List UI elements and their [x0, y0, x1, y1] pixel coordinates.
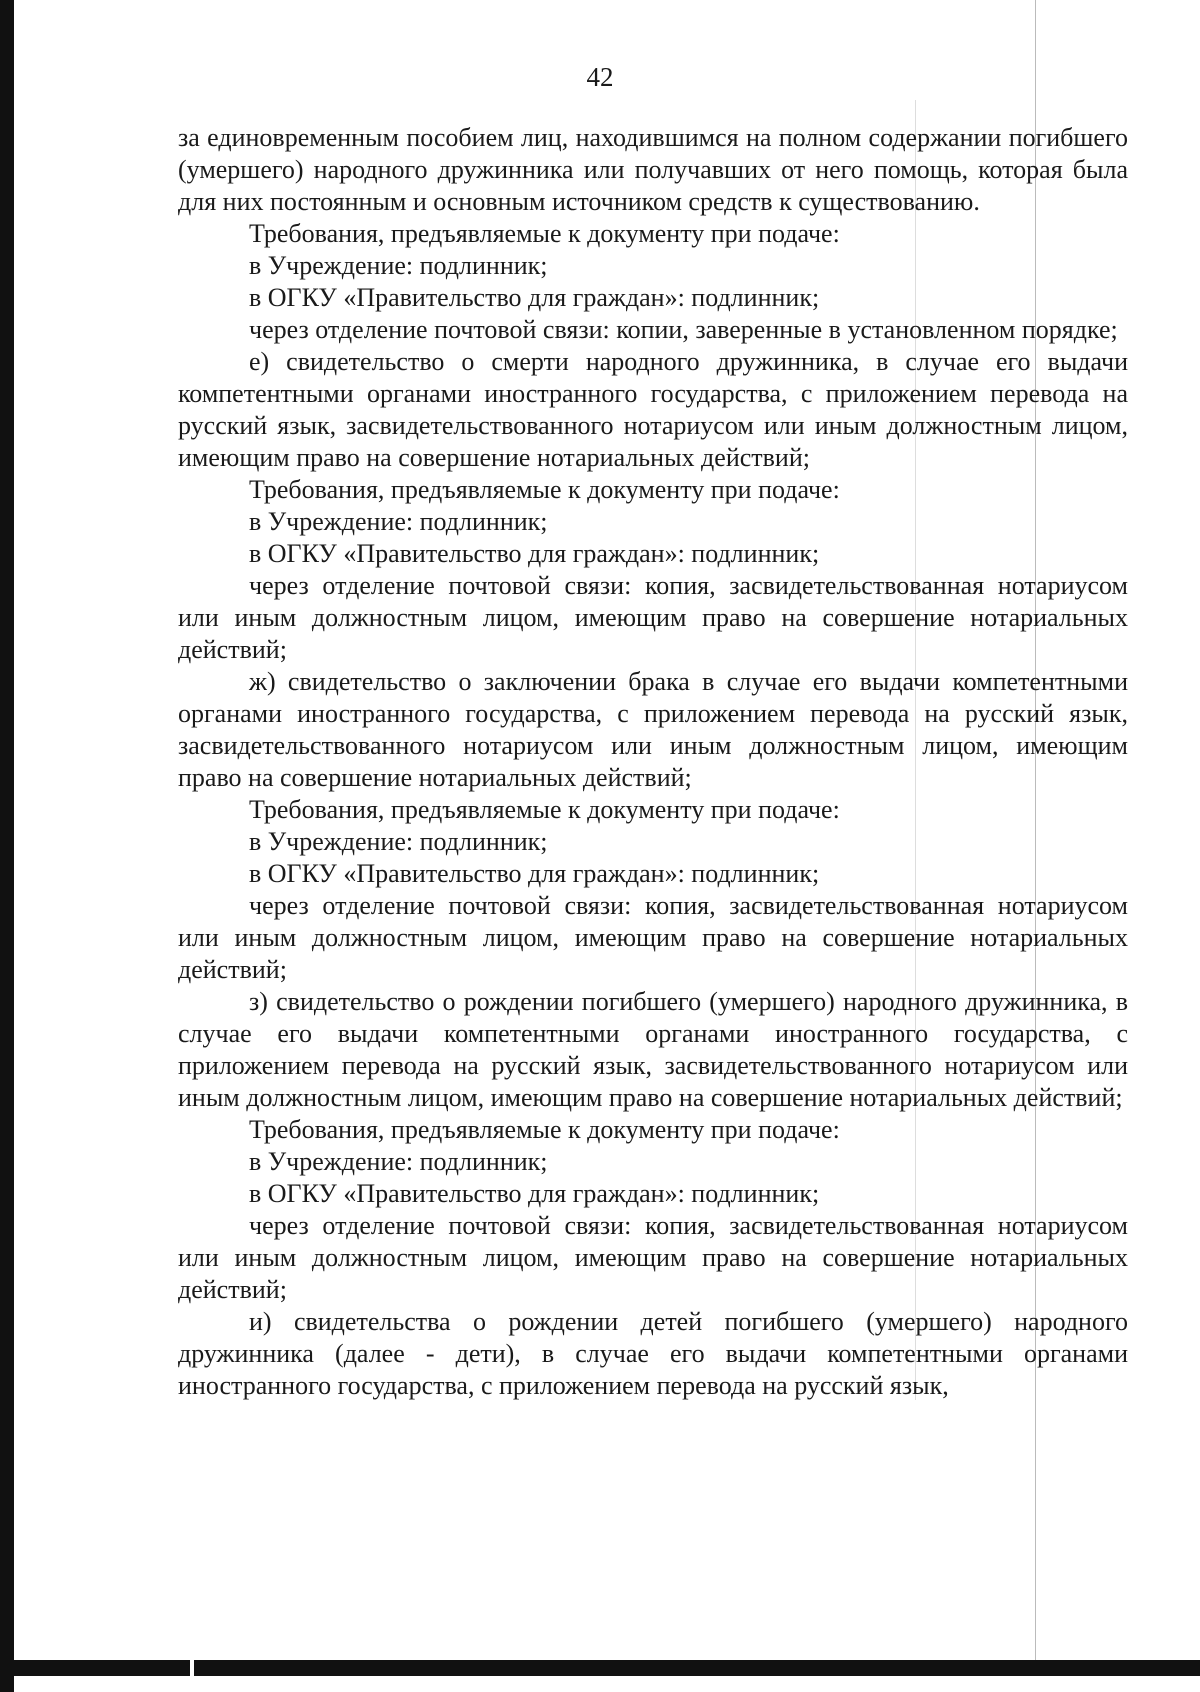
paragraph: и) свидетельства о рождении детей погибшего (умершего) народного дружинника (далее - дети), в случае его выдачи компетентными органами иностранного государства, с приложением перевода на русский язык, [178, 1307, 1128, 1400]
scan-border-left [0, 0, 14, 1692]
paragraph: Требования, предъявляемые к документу при подаче: [249, 475, 840, 504]
paragraph: в ОГКУ «Правительство для граждан»: подлинник; [249, 283, 820, 312]
paragraph: в Учреждение: подлинник; [249, 507, 548, 536]
scan-border-gap [190, 1660, 194, 1676]
paragraph: Требования, предъявляемые к документу при подаче: [249, 219, 840, 248]
paragraph: з) свидетельство о рождении погибшего (умершего) народного дружинника, в случае его выдачи компетентными органами иностранного государства, с приложением перевода на русский язык, засвидетельствованного нотариусом или иным должностным лицом, имеющим право на совершение нотариальных действий; [178, 987, 1128, 1112]
paragraph: в Учреждение: подлинник; [249, 1147, 548, 1176]
paragraph: Требования, предъявляемые к документу при подаче: [249, 795, 840, 824]
paragraph: через отделение почтовой связи: копия, засвидетельствованная нотариусом или иным должностным лицом, имеющим право на совершение нотариальных действий; [178, 891, 1128, 984]
paragraph: е) свидетельство о смерти народного дружинника, в случае его выдачи компетентными органами иностранного государства, с приложением перевода на русский язык, засвидетельствованного нотариусом или иным должностным лицом, имеющим право на совершение нотариальных действий; [178, 347, 1128, 472]
paragraph: Требования, предъявляемые к документу при подаче: [249, 1115, 840, 1144]
paragraph: в ОГКУ «Правительство для граждан»: подлинник; [249, 1179, 820, 1208]
paragraph: через отделение почтовой связи: копия, засвидетельствованная нотариусом или иным должностным лицом, имеющим право на совершение нотариальных действий; [178, 1211, 1128, 1304]
scan-border-bottom [0, 1660, 1200, 1676]
paragraph: в Учреждение: подлинник; [249, 251, 548, 280]
paragraph: через отделение почтовой связи: копия, засвидетельствованная нотариусом или иным должностным лицом, имеющим право на совершение нотариальных действий; [178, 571, 1128, 664]
paragraph: ж) свидетельство о заключении брака в случае его выдачи компетентными органами иностранного государства, с приложением перевода на русский язык, засвидетельствованного нотариусом или иным должностным лицом, имеющим право на совершение нотариальных действий; [178, 667, 1128, 792]
paragraph: через отделение почтовой связи: копии, заверенные в установленном порядке; [249, 315, 1118, 344]
page-number: 42 [586, 62, 614, 92]
paragraph: в Учреждение: подлинник; [249, 827, 548, 856]
paragraph: за единовременным пособием лиц, находившимся на полном содержании погибшего (умершего) народного дружинника или получавших от него помощь, которая была для них постоянным и основным источником средств к существованию. [178, 123, 1128, 216]
document-body [178, 122, 1128, 1402]
paragraph: в ОГКУ «Правительство для граждан»: подлинник; [249, 859, 820, 888]
paragraph: в ОГКУ «Правительство для граждан»: подлинник; [249, 539, 820, 568]
